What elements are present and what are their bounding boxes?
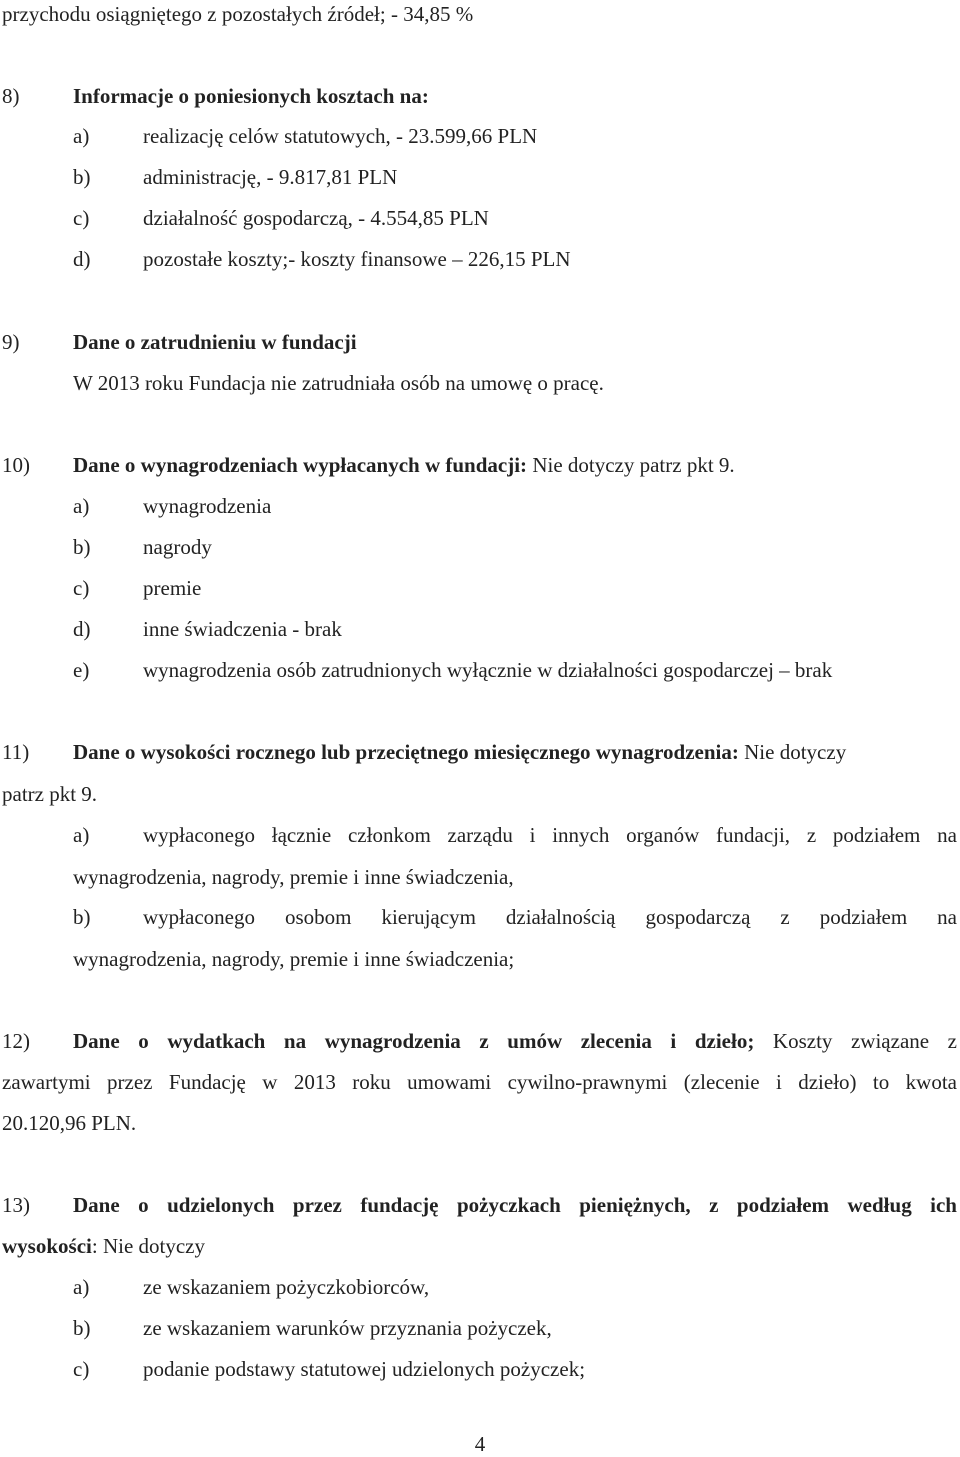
list-item-text: ze wskazaniem pożyczkobiorców, [143, 1275, 430, 1299]
list-item-text: wypłaconego łącznie członkom zarządu i innych organów fundacji, z podziałem na [143, 823, 957, 847]
list-marker: c) [73, 1357, 90, 1381]
list-item-text: wynagrodzenia osób zatrudnionych wyłącznie w działalności gospodarczej – brak [143, 658, 833, 682]
list-marker: c) [73, 576, 90, 600]
section-heading: Dane o wydatkach na wynagrodzenia z umów zlecenia i dzieło; [73, 1029, 755, 1053]
section-number: 8) [2, 84, 20, 108]
section-number: 11) [2, 740, 30, 764]
section-heading-tail: Nie dotyczy [738, 740, 847, 764]
list-marker: b) [73, 905, 91, 929]
section-number: 10) [2, 453, 30, 477]
list-marker: a) [73, 823, 90, 847]
section-heading: Dane o udzielonych przez fundację pożyczkach pieniężnych, z podziałem według ich [73, 1193, 957, 1217]
list-marker: b) [73, 535, 91, 559]
page-number: 4 [474, 1432, 486, 1456]
section-heading: Dane o zatrudnieniu w fundacji [73, 330, 357, 354]
section-heading: Informacje o poniesionych kosztach na: [73, 84, 429, 108]
list-item-text: działalność gospodarczą, - 4.554,85 PLN [143, 206, 489, 230]
section-heading-tail: Nie dotyczy patrz pkt 9. [527, 453, 735, 477]
section-number: 13) [2, 1193, 30, 1217]
list-marker: b) [73, 1316, 91, 1340]
list-item-text: administrację, - 9.817,81 PLN [143, 165, 398, 189]
list-item-text: wynagrodzenia, nagrody, premie i inne świadczenia; [73, 947, 515, 971]
section-text: zawartymi przez Fundację w 2013 roku umowami cywilno-prawnymi (zlecenie i dzieło) to kwota [2, 1070, 957, 1094]
section-text: 20.120,96 PLN. [2, 1111, 137, 1135]
list-marker: c) [73, 206, 90, 230]
section-heading: wysokości [2, 1234, 92, 1258]
section-heading-tail: patrz pkt 9. [2, 782, 98, 806]
list-item-text: realizację celów statutowych, - 23.599,66 PLN [143, 124, 538, 148]
list-item-text: wynagrodzenia, nagrody, premie i inne świadczenia, [73, 865, 514, 889]
list-marker: a) [73, 494, 90, 518]
list-item-text: nagrody [143, 535, 212, 559]
list-marker: a) [73, 124, 90, 148]
section-text: W 2013 roku Fundacja nie zatrudniała osób na umowę o pracę. [73, 371, 604, 395]
list-item-text: ze wskazaniem warunków przyznania pożyczek, [143, 1316, 552, 1340]
list-marker: d) [73, 247, 91, 271]
section-number: 9) [2, 330, 20, 354]
list-item-text: premie [143, 576, 202, 600]
list-marker: a) [73, 1275, 90, 1299]
section-heading: Dane o wynagrodzeniach wypłacanych w fundacji: [73, 453, 528, 477]
section-number: 12) [2, 1029, 30, 1053]
list-marker: d) [73, 617, 91, 641]
list-item-text: inne świadczenia - brak [143, 617, 342, 641]
list-item-text: wynagrodzenia [143, 494, 272, 518]
section-heading-tail: : Nie dotyczy [91, 1234, 205, 1258]
list-item-text: wypłaconego osobom kierującym działalnością gospodarczą z podziałem na [143, 905, 957, 929]
section-heading-tail: Koszty związane z [754, 1029, 957, 1053]
section-heading: Dane o wysokości rocznego lub przeciętnego miesięcznego wynagrodzenia: [73, 740, 739, 764]
list-item-text: pozostałe koszty;- koszty finansowe – 226,15 PLN [143, 247, 571, 271]
intro-tail-text: przychodu osiągniętego z pozostałych źródeł; - 34,85 % [2, 2, 474, 26]
list-item-text: podanie podstawy statutowej udzielonych pożyczek; [143, 1357, 586, 1381]
list-marker: e) [73, 658, 90, 682]
list-marker: b) [73, 165, 91, 189]
